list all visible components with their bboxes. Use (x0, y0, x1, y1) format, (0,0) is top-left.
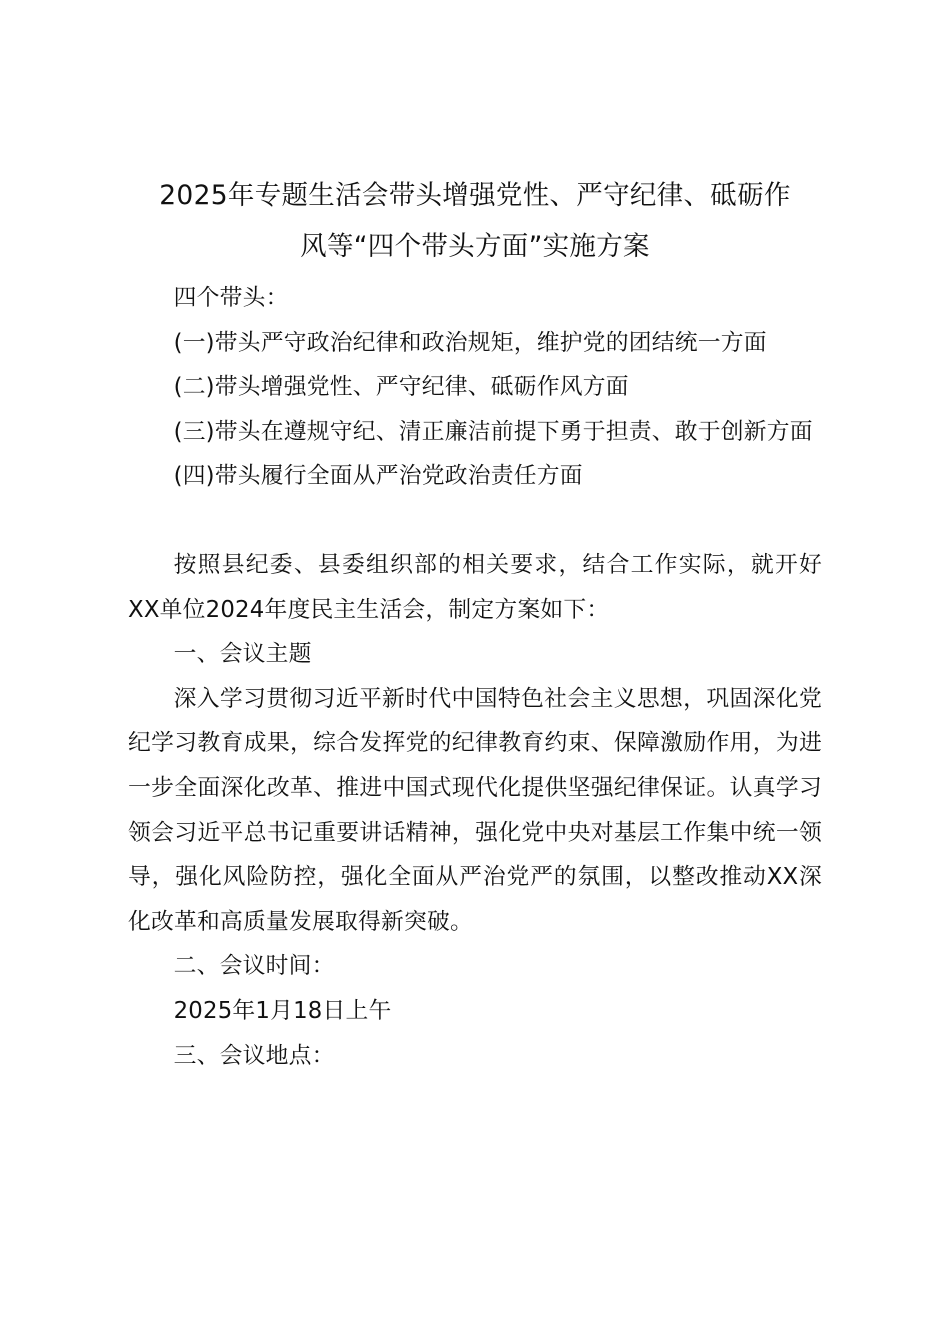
four-heads-label: 四个带头： (173, 285, 289, 311)
section-3-heading: 三、会议地点： (173, 1042, 335, 1069)
intro-paragraph: 按照县纪委、县委组织部的相关要求，结合工作实际，就开好XX单位2024年度民主生活会，制定方案如下： (128, 551, 822, 623)
section-2-heading: 二、会议时间： (173, 953, 335, 980)
four-heads-item-1: (一)带头严守政治纪律和政治规矩，维护党的团结统一方面 (173, 329, 767, 356)
section-2-body: 2025年1月18日上午 (173, 997, 392, 1024)
paragraph-gap (128, 499, 822, 543)
section-1-body: 深入学习贯彻习近平新时代中国特色社会主义思想，巩固深化党纪学习教育成果，综合发挥党的纪律教育约束、保障激励作用，为进一步全面深化改革、推进中国式现代化提供坚强纪律保证。认真学习领会习近平总书记重要讲话精神，强化党中央对基层工作集中统一领导，强化风险防控，强化全面从严治党严的氛围，以整改推动XX深化改革和高质量发展取得新突破。 (128, 685, 822, 935)
four-heads-item-3: (三)带头在遵规守纪、清正廉洁前提下勇于担责、敢于创新方面 (173, 418, 813, 445)
four-heads-item-2: (二)带头增强党性、严守纪律、砥砺作风方面 (173, 374, 629, 401)
four-heads-item-4: (四)带头履行全面从严治党政治责任方面 (173, 463, 583, 490)
document-title (128, 170, 822, 272)
section-1-heading: 一、会议主题 (173, 641, 312, 668)
document-page (128, 170, 822, 1078)
title-line-1: 2025年专题生活会带头增强党性、严守纪律、砥砺作 (159, 180, 791, 211)
title-line-2: 风等“四个带头方面”实施方案 (300, 231, 650, 262)
